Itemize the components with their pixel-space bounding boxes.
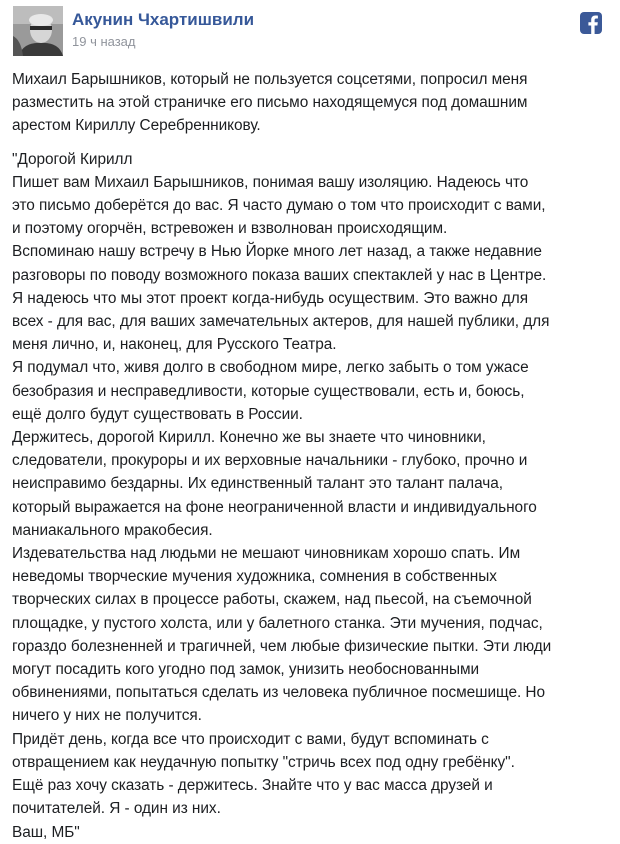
letter-line: маниакального мракобесия.: [12, 521, 213, 539]
author-avatar[interactable]: [13, 6, 63, 56]
letter-line: творческих силах в процессе работы, скажем, над пьесой, на съемочной: [12, 591, 532, 609]
letter-text: [12, 148, 612, 844]
letter-line: Я надеюсь что мы этот проект когда-нибудь осуществим. Это важно для: [12, 289, 529, 307]
letter-line: гораздо болезненней и трагичней, чем любые физические пытки. Эти люди: [12, 637, 552, 655]
intro-line: Михаил Барышников, который не пользуется соцсетями, попросил меня: [12, 71, 528, 88]
letter-line: который выражается на фоне неограниченной власти и индивидуального: [12, 498, 537, 516]
letter-line: и поэтому огорчён, встревожен и взволнован происходящим.: [12, 220, 448, 238]
letter-line: почитателей. Я - один из них.: [12, 800, 221, 818]
post-header: [8, 6, 612, 56]
letter-line: ещё долго будут существовать в России.: [12, 405, 303, 423]
intro-line: разместить на этой страничке его письмо находящемуся под домашним: [12, 94, 528, 112]
letter-line: Ваш, МБ": [12, 823, 80, 841]
letter-line: Я подумал что, живя долго в свободном мире, легко забыть о том ужасе: [12, 359, 529, 377]
letter-line: отвращением как неудачную попытку "стричь всех под одну гребёнку".: [12, 753, 515, 771]
letter-line: могут посадить кого угодно под замок, унизить необоснованными: [12, 661, 480, 679]
letter-line: неисправимо бездарны. Их единственный талант это талант палача,: [12, 475, 503, 493]
letter-line: ничего у них не получится.: [12, 707, 202, 725]
intro-line: арестом Кириллу Серебренникову.: [12, 117, 261, 135]
letter-line: Придёт день, когда все что происходит с вами, будут вспоминать с: [12, 730, 489, 748]
post-timestamp[interactable]: 19 ч назад: [72, 34, 136, 49]
letter-line: Ещё раз хочу сказать - держитесь. Знайте что у вас масса друзей и: [12, 777, 493, 795]
letter-line: всех - для вас, для ваших замечательных актеров, для нашей публики, для: [12, 313, 550, 331]
post-intro: [12, 68, 612, 138]
letter-line: Держитесь, дорогой Кирилл. Конечно же вы знаете что чиновники,: [12, 429, 486, 447]
letter-line: "Дорогой Кирилл: [12, 150, 133, 168]
letter-line: Пишет вам Михаил Барышников, понимая вашу изоляцию. Надеюсь что: [12, 173, 529, 191]
letter-line: неведомы творческие мучения художника, сомнения в собственных: [12, 568, 497, 586]
letter-line: безобразия и несправедливости, которые существовали, есть и, боюсь,: [12, 382, 525, 400]
letter-line: следователи, прокуроры и их верховные начальники - глубоко, прочно и: [12, 452, 528, 470]
avatar-photo-icon: [13, 6, 63, 56]
letter-line: площадке, у пустого холста, или у балетного станка. Эти мучения, подчас,: [12, 614, 543, 632]
author-name[interactable]: Акунин Чхартишвили: [72, 10, 255, 29]
letter-line: Вспоминаю нашу встречу в Нью Йорке много лет назад, а также недавние: [12, 243, 542, 261]
letter-line: это письмо доберётся до вас. Я часто думаю о том что происходит с вами,: [12, 197, 546, 215]
post-body: [12, 68, 612, 844]
letter-line: разговоры по поводу возможного показа ваших спектаклей у нас в Центре.: [12, 266, 547, 284]
letter-line: меня лично, и, наконец, для Русского Театра.: [12, 336, 337, 354]
facebook-icon[interactable]: [580, 12, 602, 34]
letter-line: обвинениями, попытаться сделать из человека публичное посмешище. Но: [12, 684, 545, 702]
letter-line: Издевательства над людьми не мешают чиновникам хорошо спать. Им: [12, 545, 521, 563]
